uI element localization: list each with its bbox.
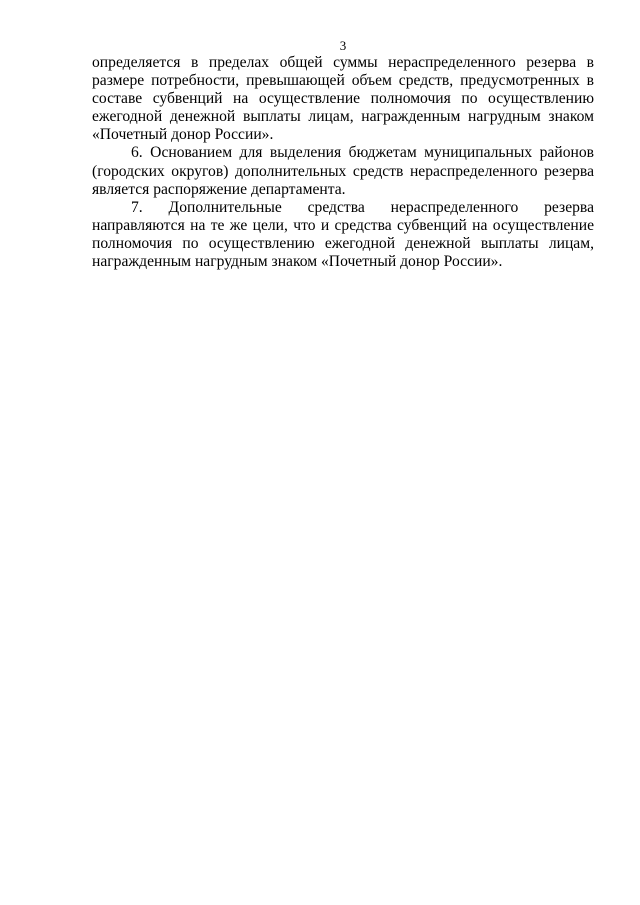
paragraph-item-6: 6. Основанием для выделения бюджетам муниципальных районов (городских округов) дополнительных средств нераспределенного резерва является распоряжение департамента.	[92, 144, 594, 198]
paragraph-item-7: 7. Дополнительные средства нераспределенного резерва направляются на те же цели, что и средства субвенций на осуществление полномочия по осуществлению ежегодной денежной выплаты лицам, награжденным нагрудным знаком «Почетный донор России».	[92, 198, 594, 271]
page-number: 3	[339, 38, 347, 53]
document-body	[92, 54, 594, 271]
paragraph-continuation: определяется в пределах общей суммы нераспределенного резерва в размере потребности, превышающей объем средств, предусмотренных в составе субвенций на осуществление полномочия по осуществлению ежегодной денежной выплаты лицам, награжденным нагрудным знаком «Почетный донор России».	[92, 54, 594, 144]
